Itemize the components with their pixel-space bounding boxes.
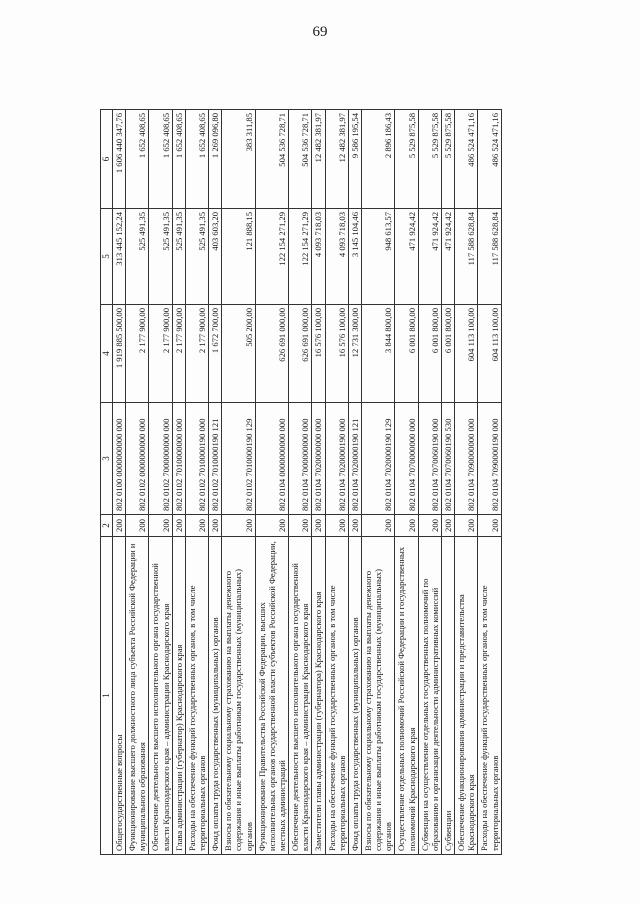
budget-code-cell: 802 0102 0000000000 000 <box>126 403 149 515</box>
table-row <box>325 110 348 855</box>
approved-amount-cell: 2 177 900,00 <box>185 305 208 403</box>
column-number-header: 2 <box>101 515 113 537</box>
approved-amount-cell: 604 113 100,00 <box>478 305 501 403</box>
executed-amount-cell: 4 093 718,03 <box>312 209 325 305</box>
approved-amount-cell: 505 200,00 <box>222 305 255 403</box>
table-row <box>455 110 478 855</box>
table-row <box>255 110 288 855</box>
row-name-cell: Глава администрации (губернатор) Краснодарского края <box>172 537 185 855</box>
line-code-cell: 200 <box>312 515 325 537</box>
unexecuted-amount-cell: 12 482 381,97 <box>325 110 348 209</box>
approved-amount-cell: 6 001 800,00 <box>395 305 418 403</box>
unexecuted-amount-cell: 12 482 381,97 <box>312 110 325 209</box>
approved-amount-cell: 3 844 800,00 <box>361 305 394 403</box>
unexecuted-amount-cell: 504 536 728,71 <box>289 110 312 209</box>
budget-code-cell: 802 0104 7020000190 129 <box>361 403 394 515</box>
executed-amount-cell: 121 888,15 <box>222 209 255 305</box>
row-name-cell: Расходы на обеспечение функций государственных органов, в том числе территориальных органов <box>325 537 348 855</box>
budget-table-rotated <box>100 110 600 855</box>
unexecuted-amount-cell: 2 896 186,43 <box>361 110 394 209</box>
executed-amount-cell: 471 924,42 <box>441 209 454 305</box>
line-code-cell: 200 <box>149 515 172 537</box>
line-code-cell: 200 <box>395 515 418 537</box>
row-name-cell: Обеспечение функционирования администрации и представительства Краснодарского края <box>455 537 478 855</box>
budget-code-cell: 802 0104 7090000190 000 <box>478 403 501 515</box>
unexecuted-amount-cell: 504 536 728,71 <box>255 110 288 209</box>
unexecuted-amount-cell: 383 311,85 <box>222 110 255 209</box>
row-name-cell: Взносы по обязательному социальному страхованию на выплаты денежного содержания и иные выплаты работникам государственных (муниципальных) органов <box>361 537 394 855</box>
budget-code-cell: 802 0104 7020000190 000 <box>325 403 348 515</box>
row-name-cell: Фонд оплаты труда государственных (муниципальных) органов <box>348 537 361 855</box>
table-row <box>348 110 361 855</box>
budget-code-cell: 802 0104 0000000000 000 <box>255 403 288 515</box>
approved-amount-cell: 12 731 300,00 <box>348 305 361 403</box>
budget-code-cell: 802 0102 7010000190 129 <box>222 403 255 515</box>
table-row <box>441 110 454 855</box>
unexecuted-amount-cell: 1 652 408,65 <box>185 110 208 209</box>
line-code-cell: 200 <box>222 515 255 537</box>
unexecuted-amount-cell: 1 652 408,65 <box>149 110 172 209</box>
executed-amount-cell: 948 613,57 <box>361 209 394 305</box>
approved-amount-cell: 6 001 800,00 <box>418 305 441 403</box>
row-name-cell: Общегосударственные вопросы <box>113 537 126 855</box>
approved-amount-cell: 1 919 885 500,00 <box>113 305 126 403</box>
table-row <box>478 110 501 855</box>
unexecuted-amount-cell: 9 586 195,54 <box>348 110 361 209</box>
unexecuted-amount-cell: 5 529 875,58 <box>395 110 418 209</box>
approved-amount-cell: 2 177 900,00 <box>172 305 185 403</box>
approved-amount-cell: 16 576 100,00 <box>312 305 325 403</box>
line-code-cell: 200 <box>126 515 149 537</box>
row-name-cell: Взносы по обязательному социальному страхованию на выплаты денежного содержания и иные выплаты работникам государственных (муниципальных) органов <box>222 537 255 855</box>
line-code-cell: 200 <box>455 515 478 537</box>
executed-amount-cell: 122 154 271,29 <box>289 209 312 305</box>
budget-code-cell: 802 0102 7010000000 000 <box>172 403 185 515</box>
table-row <box>312 110 325 855</box>
column-number-header: 1 <box>101 537 113 855</box>
approved-amount-cell: 16 576 100,00 <box>325 305 348 403</box>
line-code-cell: 200 <box>418 515 441 537</box>
table-row <box>185 110 208 855</box>
unexecuted-amount-cell: 486 524 471,16 <box>478 110 501 209</box>
approved-amount-cell: 604 113 100,00 <box>455 305 478 403</box>
column-number-header: 5 <box>101 209 113 305</box>
table-row <box>149 110 172 855</box>
line-code-cell: 200 <box>325 515 348 537</box>
approved-amount-cell: 626 691 000,00 <box>255 305 288 403</box>
row-name-cell: Обеспечение деятельности высшего исполнительного органа государственной власти Краснодарского края – администрации Краснодарского края <box>149 537 172 855</box>
approved-amount-cell: 2 177 900,00 <box>126 305 149 403</box>
table-row <box>172 110 185 855</box>
executed-amount-cell: 313 445 152,24 <box>113 209 126 305</box>
line-code-cell: 200 <box>113 515 126 537</box>
line-code-cell: 200 <box>209 515 222 537</box>
budget-code-cell: 802 0102 7010000190 121 <box>209 403 222 515</box>
executed-amount-cell: 471 924,42 <box>395 209 418 305</box>
executed-amount-cell: 525 491,35 <box>149 209 172 305</box>
executed-amount-cell: 525 491,35 <box>185 209 208 305</box>
unexecuted-amount-cell: 1 269 096,80 <box>209 110 222 209</box>
row-name-cell: Функционирование высшего должностного лица субъекта Российской Федерации и муниципального образования <box>126 537 149 855</box>
table-row <box>395 110 418 855</box>
unexecuted-amount-cell: 1 652 408,65 <box>126 110 149 209</box>
table-body <box>113 110 502 855</box>
executed-amount-cell: 4 093 718,03 <box>325 209 348 305</box>
budget-code-cell: 802 0102 7000000000 000 <box>149 403 172 515</box>
column-number-header: 4 <box>101 305 113 403</box>
executed-amount-cell: 403 603,20 <box>209 209 222 305</box>
line-code-cell: 200 <box>172 515 185 537</box>
unexecuted-amount-cell: 5 529 875,58 <box>441 110 454 209</box>
table-row <box>126 110 149 855</box>
row-name-cell: Субвенции на осуществление отдельных государственных полномочий по образованию и организации деятельности административных комиссий <box>418 537 441 855</box>
line-code-cell: 200 <box>361 515 394 537</box>
budget-code-cell: 802 0104 7070000000 000 <box>395 403 418 515</box>
row-name-cell: Осуществление отдельных полномочий Российской Федерации и государственных полномочий Краснодарского края <box>395 537 418 855</box>
table-row <box>361 110 394 855</box>
approved-amount-cell: 6 001 800,00 <box>441 305 454 403</box>
table-row <box>289 110 312 855</box>
unexecuted-amount-cell: 5 529 875,58 <box>418 110 441 209</box>
executed-amount-cell: 525 491,35 <box>126 209 149 305</box>
line-code-cell: 200 <box>478 515 501 537</box>
approved-amount-cell: 2 177 900,00 <box>149 305 172 403</box>
budget-code-cell: 802 0104 7000000000 000 <box>289 403 312 515</box>
table-row <box>113 110 126 855</box>
line-code-cell: 200 <box>255 515 288 537</box>
unexecuted-amount-cell: 486 524 471,16 <box>455 110 478 209</box>
table-row <box>222 110 255 855</box>
row-name-cell: Заместители главы администрации (губернатора) Краснодарского края <box>312 537 325 855</box>
row-name-cell: Фонд оплаты труда государственных (муниципальных) органов <box>209 537 222 855</box>
row-name-cell: Обеспечение деятельности высшего исполнительного органа государственной власти Краснодарского края – администрации Краснодарского края <box>289 537 312 855</box>
executed-amount-cell: 117 588 628,84 <box>478 209 501 305</box>
budget-execution-table <box>100 109 502 855</box>
page-number: 69 <box>312 24 328 40</box>
line-code-cell: 200 <box>348 515 361 537</box>
table-row <box>209 110 222 855</box>
budget-code-cell: 802 0104 7020000000 000 <box>312 403 325 515</box>
budget-code-cell: 802 0104 7020000190 121 <box>348 403 361 515</box>
budget-code-cell: 802 0104 7090000000 000 <box>455 403 478 515</box>
table-row <box>418 110 441 855</box>
line-code-cell: 200 <box>289 515 312 537</box>
unexecuted-amount-cell: 1 652 408,65 <box>172 110 185 209</box>
column-number-row <box>101 110 113 855</box>
row-name-cell: Расходы на обеспечение функций государственных органов, в том числе территориальных органов <box>478 537 501 855</box>
line-code-cell: 200 <box>185 515 208 537</box>
approved-amount-cell: 1 672 700,00 <box>209 305 222 403</box>
approved-amount-cell: 626 691 000,00 <box>289 305 312 403</box>
executed-amount-cell: 471 924,42 <box>418 209 441 305</box>
budget-code-cell: 802 0100 0000000000 000 <box>113 403 126 515</box>
executed-amount-cell: 3 145 104,46 <box>348 209 361 305</box>
line-code-cell: 200 <box>441 515 454 537</box>
row-name-cell: Расходы на обеспечение функций государственных органов, в том числе территориальных органов <box>185 537 208 855</box>
row-name-cell: Субвенции <box>441 537 454 855</box>
budget-code-cell: 802 0102 7010000190 000 <box>185 403 208 515</box>
column-number-header: 3 <box>101 403 113 515</box>
unexecuted-amount-cell: 1 606 440 347,76 <box>113 110 126 209</box>
executed-amount-cell: 525 491,35 <box>172 209 185 305</box>
budget-code-cell: 802 0104 7070060190 530 <box>441 403 454 515</box>
executed-amount-cell: 117 588 628,84 <box>455 209 478 305</box>
column-number-header: 6 <box>101 110 113 209</box>
budget-code-cell: 802 0104 7070060190 000 <box>418 403 441 515</box>
row-name-cell: Функционирование Правительства Российской Федерации, высших исполнительных органов государственной власти субъектов Российской Федерации, местных администраций <box>255 537 288 855</box>
executed-amount-cell: 122 154 271,29 <box>255 209 288 305</box>
